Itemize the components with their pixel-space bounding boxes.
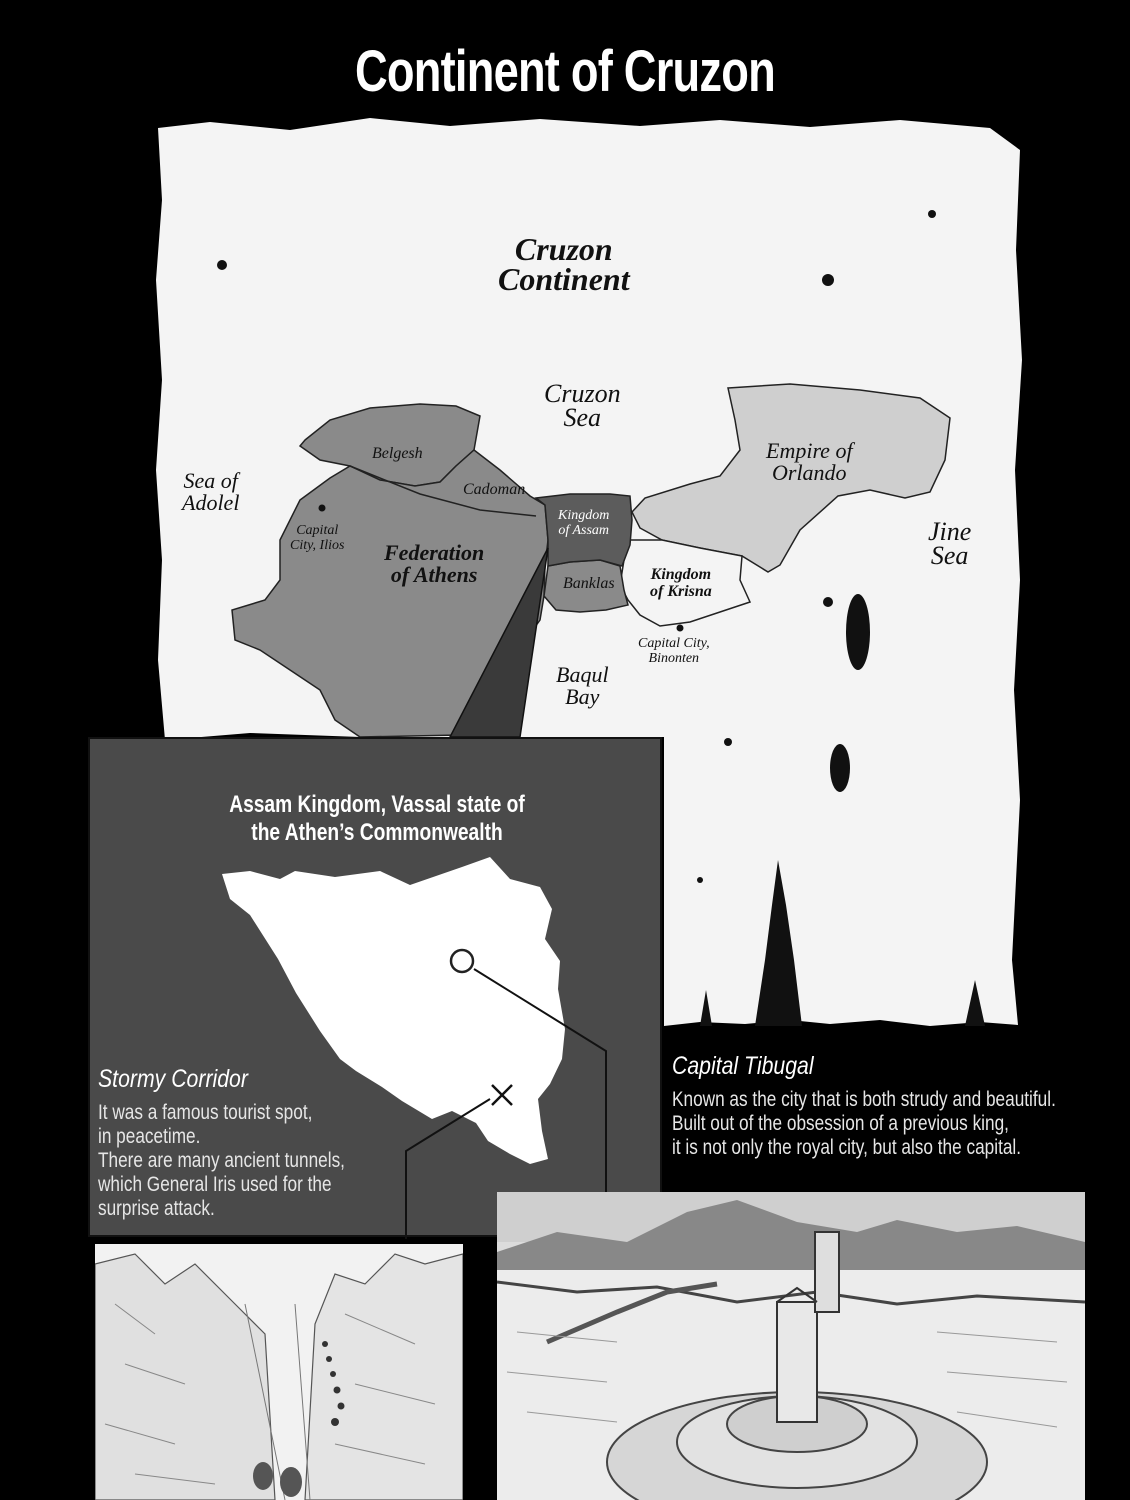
sea-of-adolel-label: Sea of Adolel — [182, 468, 240, 515]
baqul-bay-label: Baqul Bay — [556, 662, 609, 709]
page-title: Continent of Cruzon — [355, 39, 775, 104]
capital-tibugal-text: Known as the city that is both strudy and beautiful. Built out of the obsession of a previous king, it is not only the royal city, but also the capital. — [672, 1088, 1056, 1159]
cruzon-sea-label: Cruzon Sea — [544, 379, 621, 432]
jine-sea-label: Jine Sea — [928, 517, 972, 570]
kingdom-of-krisna-label: Kingdom of Krisna — [650, 566, 712, 600]
ilios-city-dot — [319, 505, 326, 512]
capital-tibugal-illustration — [497, 1192, 1085, 1500]
binonten-city-dot — [677, 625, 684, 632]
federation-of-athens-label: Federation of Athens — [384, 540, 485, 587]
cadoman-label: Cadoman — [463, 481, 526, 498]
kingdom-of-assam-label: Kingdom of Assam — [558, 508, 610, 538]
stormy-corridor-title: Stormy Corridor — [98, 1065, 248, 1093]
continent-label: Cruzon Continent — [498, 231, 630, 297]
stormy-corridor-text: It was a famous tourist spot, in peacetime. There are many ancient tunnels, which General Iris used for the surprise attack. — [98, 1101, 345, 1220]
belgesh-label: Belgesh — [372, 445, 423, 462]
banklas-label: Banklas — [563, 575, 615, 592]
inset-title: Assam Kingdom, Vassal state of the Athen’s Commonwealth — [229, 791, 525, 846]
capital-tibugal-title: Capital Tibugal — [672, 1052, 814, 1080]
assam-inset-panel — [88, 737, 662, 1237]
binonten-label: Capital City, Binonten — [638, 636, 710, 666]
stormy-corridor-illustration — [95, 1244, 463, 1500]
empire-of-orlando-label: Empire of Orlando — [766, 438, 853, 485]
ilios-label: Capital City, Ilios — [290, 523, 345, 553]
